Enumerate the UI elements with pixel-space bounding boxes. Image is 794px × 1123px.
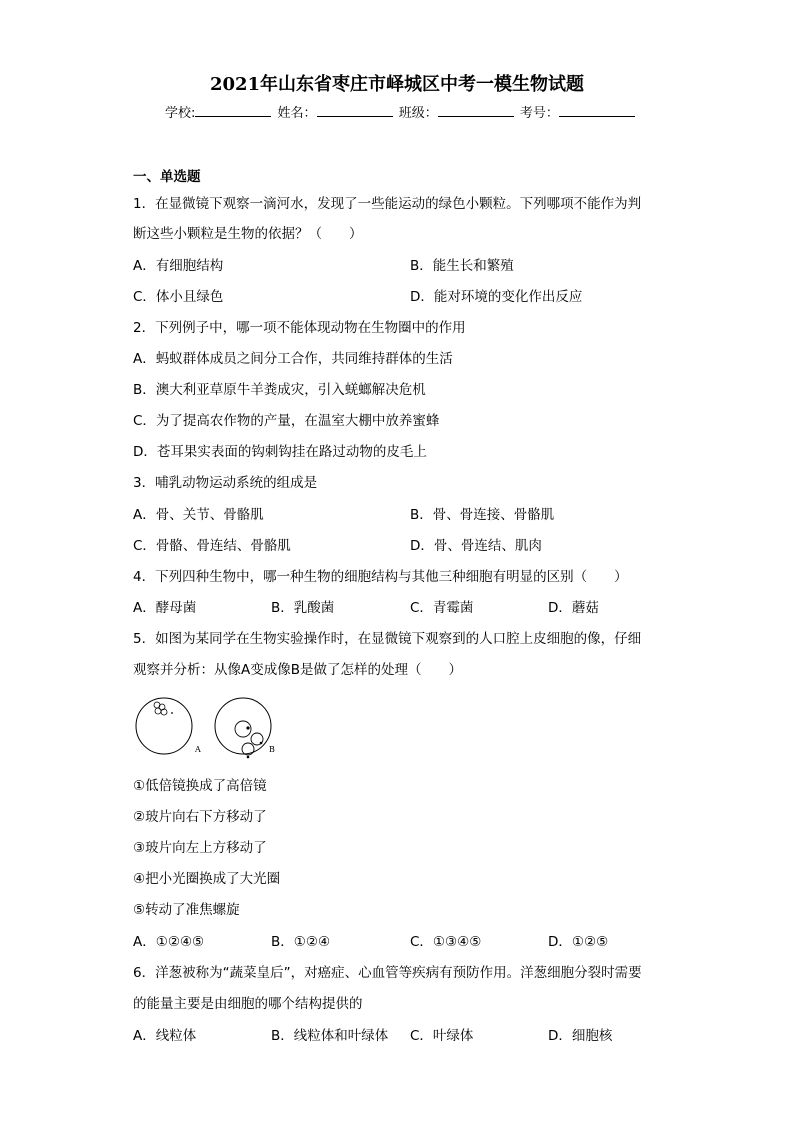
- exam-no-blank[interactable]: [559, 104, 635, 117]
- q5-stem-line1: 5．如图为某同学在生物实验操作时，在显微镜下观察到的人口腔上皮细胞的像，仔细: [133, 631, 642, 647]
- q5-statement-4: ④把小光圈换成了大光圈: [133, 871, 281, 887]
- q5-stem-line2: 观察并分析：从像A变成像B是做了怎样的处理（ ）: [133, 662, 462, 678]
- q1-option-d[interactable]: D．能对环境的变化作出反应: [410, 289, 583, 305]
- figure-label-b: B: [269, 745, 275, 754]
- q3-option-c[interactable]: C．骨骼、骨连结、骨骼肌: [133, 538, 291, 554]
- student-info-line: [165, 102, 637, 121]
- field-of-view-a: [136, 698, 192, 754]
- class-blank[interactable]: [438, 104, 514, 117]
- q2-stem: 2．下列例子中，哪一项不能体现动物在生物圈中的作用: [133, 320, 466, 336]
- q5-statement-3: ③玻片向左上方移动了: [133, 840, 267, 856]
- q5-option-c[interactable]: C．①③④⑤: [410, 934, 482, 950]
- q3-option-b[interactable]: B．骨、骨连接、骨骼肌: [410, 507, 555, 523]
- q5-statement-2: ②玻片向右下方移动了: [133, 809, 267, 825]
- q4-option-b[interactable]: B．乳酸菌: [271, 600, 335, 616]
- q6-option-c[interactable]: C．叶绿体: [410, 1028, 474, 1044]
- q1-stem-line2: 断这些小颗粒是生物的依据？（ ）: [133, 226, 363, 242]
- microscope-field-figure: [135, 695, 280, 765]
- q6-stem-line1: 6．洋葱被称为“蔬菜皇后”，对癌症、心血管等疾病有预防作用。洋葱细胞分裂时需要: [133, 965, 642, 981]
- q2-option-c[interactable]: C．为了提高农作物的产量，在温室大棚中放养蜜蜂: [133, 413, 440, 429]
- field-of-view-b: [215, 698, 271, 758]
- q6-stem-line2: 的能量主要是由细胞的哪个结构提供的: [133, 996, 363, 1012]
- q4-stem: 4．下列四种生物中，哪一种生物的细胞结构与其他三种细胞有明显的区别（ ）: [133, 569, 628, 585]
- name-blank[interactable]: [317, 104, 393, 117]
- q6-option-a[interactable]: A．线粒体: [133, 1028, 197, 1044]
- exam-no-label: 考号：: [519, 106, 559, 121]
- q6-option-b[interactable]: B．线粒体和叶绿体: [271, 1028, 389, 1044]
- figure-label-a: A: [195, 745, 201, 754]
- q4-option-a[interactable]: A．酵母菌: [133, 600, 197, 616]
- q4-option-c[interactable]: C．青霉菌: [410, 600, 474, 616]
- q2-option-d[interactable]: D．苍耳果实表面的钩刺钩挂在路过动物的皮毛上: [133, 444, 427, 460]
- q1-stem-line1: 1．在显微镜下观察一滴河水，发现了一些能运动的绿色小颗粒。下列哪项不能作为判: [133, 196, 642, 212]
- name-label: 姓名：: [277, 106, 317, 121]
- q4-option-d[interactable]: D．蘑菇: [548, 600, 599, 616]
- q5-option-d[interactable]: D．①②⑤: [548, 934, 609, 950]
- school-blank[interactable]: [195, 104, 271, 117]
- class-label: 班级：: [398, 106, 438, 121]
- q3-stem: 3．哺乳动物运动系统的组成是: [133, 475, 318, 491]
- q5-option-b[interactable]: B．①②④: [271, 934, 331, 950]
- q1-option-b[interactable]: B．能生长和繁殖: [410, 258, 514, 274]
- q6-option-d[interactable]: D．细胞核: [548, 1028, 613, 1044]
- q2-option-a[interactable]: A．蚂蚁群体成员之间分工合作，共同维持群体的生活: [133, 351, 453, 367]
- q5-statement-1: ①低倍镜换成了高倍镜: [133, 778, 267, 794]
- q3-option-d[interactable]: D．骨、骨连结、肌肉: [410, 538, 542, 554]
- q1-option-c[interactable]: C．体小且绿色: [133, 289, 224, 305]
- q3-option-a[interactable]: A．骨、关节、骨骼肌: [133, 507, 264, 523]
- q5-option-a[interactable]: A．①②④⑤: [133, 934, 205, 950]
- page-title: 2021年山东省枣庄市峄城区中考一模生物试题: [209, 74, 585, 95]
- q1-option-a[interactable]: A．有细胞结构: [133, 258, 224, 274]
- school-label: 学校:: [165, 106, 196, 121]
- q5-statement-5: ⑤转动了准焦螺旋: [133, 902, 240, 918]
- q2-option-b[interactable]: B．澳大利亚草原牛羊粪成灾，引入蜣螂解决危机: [133, 382, 426, 398]
- section-heading: 一、单选题: [133, 169, 201, 185]
